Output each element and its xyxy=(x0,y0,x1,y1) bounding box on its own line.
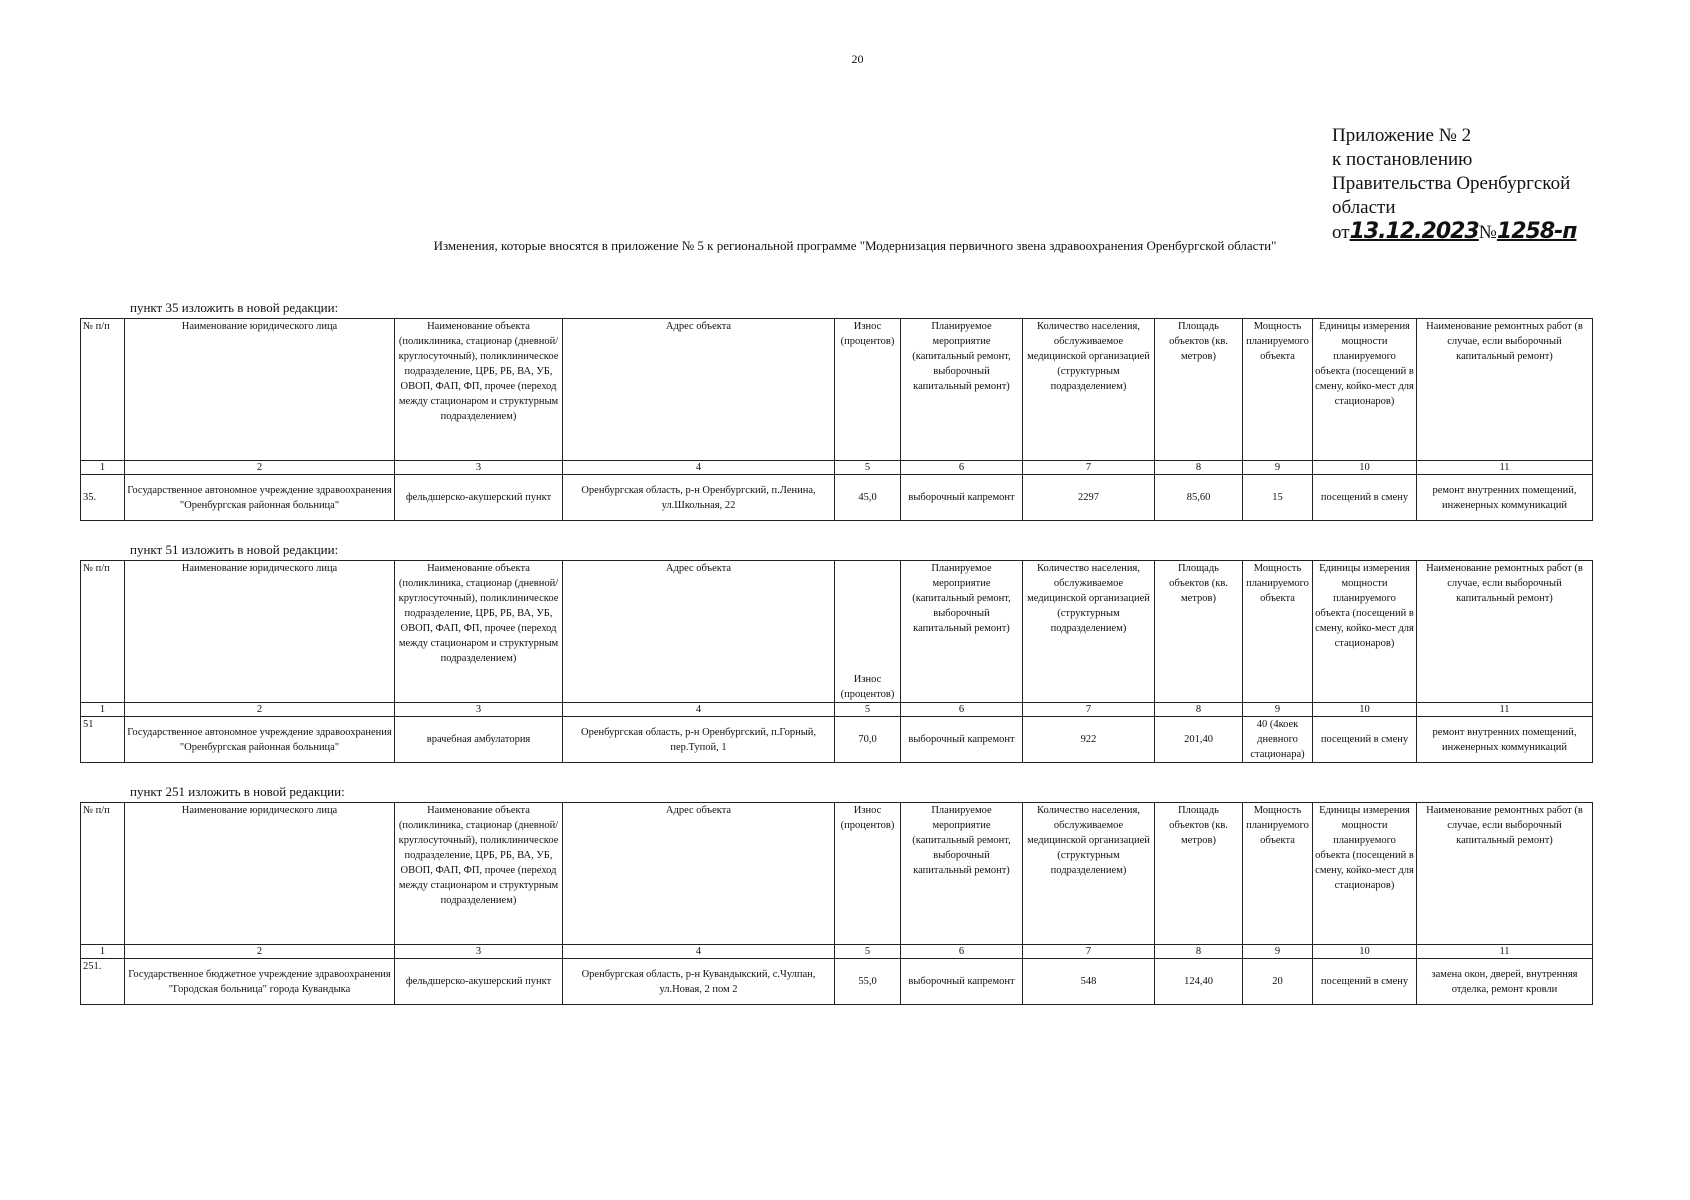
cell-capacity: 20 xyxy=(1243,959,1313,1005)
header-c6: Планируемое мероприятие (капитальный ремонт, выборочный капитальный ремонт) xyxy=(901,803,1023,945)
header-row xyxy=(81,319,1593,461)
colnum-10: 10 xyxy=(1313,461,1417,475)
cell-activity: выборочный капремонт xyxy=(901,959,1023,1005)
appendix-line-3: Правительства Оренбургской xyxy=(1332,173,1571,194)
colnum-5: 5 xyxy=(835,703,901,717)
colnum-4: 4 xyxy=(563,945,835,959)
colnum-5: 5 xyxy=(835,461,901,475)
header-c5: Износ (процентов) xyxy=(835,561,901,703)
colnum-3: 3 xyxy=(395,461,563,475)
cell-works: замена окон, дверей, внутренняя отделка, ремонт кровли xyxy=(1417,959,1593,1005)
header-c7: Количество населения, обслуживаемое медицинской организацией (структурным подразделением) xyxy=(1023,561,1155,703)
handwritten-date: 13.12.2023 xyxy=(1349,219,1479,244)
column-number-row xyxy=(81,945,1593,959)
header-c11: Наименование ремонтных работ (в случае, если выборочный капитальный ремонт) xyxy=(1417,803,1593,945)
cell-object: фельдшерско-акушерский пункт xyxy=(395,475,563,521)
header-c11: Наименование ремонтных работ (в случае, если выборочный капитальный ремонт) xyxy=(1417,561,1593,703)
colnum-6: 6 xyxy=(901,945,1023,959)
colnum-11: 11 xyxy=(1417,461,1593,475)
cell-area: 85,60 xyxy=(1155,475,1243,521)
colnum-11: 11 xyxy=(1417,945,1593,959)
header-c9: Мощность планируемого объекта xyxy=(1243,561,1313,703)
header-c4: Адрес объекта xyxy=(563,561,835,703)
table-row xyxy=(81,717,1593,763)
table-section-251 xyxy=(80,802,1593,1005)
column-number-row xyxy=(81,461,1593,475)
colnum-9: 9 xyxy=(1243,703,1313,717)
header-c2: Наименование юридического лица xyxy=(125,319,395,461)
document-title: Изменения, которые вносятся в приложение № 5 к региональной программе "Модернизация первичного звена здравоохранения Оренбургской области" xyxy=(433,238,1277,253)
colnum-3: 3 xyxy=(395,945,563,959)
header-row xyxy=(81,803,1593,945)
column-number-row xyxy=(81,703,1593,717)
cell-activity: выборочный капремонт xyxy=(901,717,1023,763)
colnum-4: 4 xyxy=(563,461,835,475)
cell-entity: Государственное автономное учреждение здравоохранения "Оренбургская районная больница" xyxy=(125,717,395,763)
cell-address: Оренбургская область, р-н Оренбургский, п.Ленина, ул.Школьная, 22 xyxy=(563,475,835,521)
header-c10: Единицы измерения мощности планируемого объекта (посещений в смену, койко-мест для стационаров) xyxy=(1313,561,1417,703)
cell-num: 51 xyxy=(81,717,125,763)
cell-wear: 70,0 xyxy=(835,717,901,763)
header-c1: № п/п xyxy=(81,561,125,703)
colnum-2: 2 xyxy=(125,461,395,475)
cell-object: врачебная амбулатория xyxy=(395,717,563,763)
table-section-35 xyxy=(80,318,1593,521)
colnum-10: 10 xyxy=(1313,703,1417,717)
table-row xyxy=(81,959,1593,1005)
cell-units: посещений в смену xyxy=(1313,717,1417,763)
colnum-7: 7 xyxy=(1023,461,1155,475)
cell-works: ремонт внутренних помещений, инженерных коммуникаций xyxy=(1417,475,1593,521)
colnum-8: 8 xyxy=(1155,703,1243,717)
header-c8: Площадь объектов (кв. метров) xyxy=(1155,319,1243,461)
from-prefix: от xyxy=(1332,222,1350,243)
table-row xyxy=(81,475,1593,521)
cell-area: 201,40 xyxy=(1155,717,1243,763)
colnum-1: 1 xyxy=(81,703,125,717)
header-c7: Количество населения, обслуживаемое медицинской организацией (структурным подразделением) xyxy=(1023,319,1155,461)
number-prefix: № xyxy=(1478,222,1497,243)
header-c8: Площадь объектов (кв. метров) xyxy=(1155,803,1243,945)
header-c5: Износ (процентов) xyxy=(835,803,901,945)
cell-address: Оренбургская область, р-н Оренбургский, п.Горный, пер.Тупой, 1 xyxy=(563,717,835,763)
colnum-5: 5 xyxy=(835,945,901,959)
appendix-date-line xyxy=(1332,220,1672,245)
header-row xyxy=(81,561,1593,703)
cell-wear: 45,0 xyxy=(835,475,901,521)
cell-units: посещений в смену xyxy=(1313,959,1417,1005)
cell-population: 2297 xyxy=(1023,475,1155,521)
header-c1: № п/п xyxy=(81,319,125,461)
header-c3: Наименование объекта (поликлиника, стационар (дневной/круглосуточный), поликлиническое подразделение, ЦРБ, РБ, ВА, УБ, ОВОП, ФАП, ФП, прочее (переход между стационаром и структурным подразделением) xyxy=(395,803,563,945)
header-c10: Единицы измерения мощности планируемого объекта (посещений в смену, койко-мест для стационаров) xyxy=(1313,803,1417,945)
cell-area: 124,40 xyxy=(1155,959,1243,1005)
table-section-51 xyxy=(80,560,1593,763)
colnum-1: 1 xyxy=(81,945,125,959)
colnum-7: 7 xyxy=(1023,945,1155,959)
header-c3: Наименование объекта (поликлиника, стационар (дневной/круглосуточный), поликлиническое подразделение, ЦРБ, РБ, ВА, УБ, ОВОП, ФАП, ФП, прочее (переход между стационаром и структурным подразделением) xyxy=(395,561,563,703)
colnum-6: 6 xyxy=(901,461,1023,475)
colnum-8: 8 xyxy=(1155,945,1243,959)
section-label-35: пункт 35 изложить в новой редакции: xyxy=(130,300,339,315)
header-c3: Наименование объекта (поликлиника, стационар (дневной/круглосуточный), поликлиническое подразделение, ЦРБ, РБ, ВА, УБ, ОВОП, ФАП, ФП, прочее (переход между стационаром и структурным подразделением) xyxy=(395,319,563,461)
appendix-block xyxy=(1332,124,1672,245)
cell-entity: Государственное автономное учреждение здравоохранения "Оренбургская районная больница" xyxy=(125,475,395,521)
appendix-line-4: области xyxy=(1332,197,1396,218)
colnum-1: 1 xyxy=(81,461,125,475)
cell-entity: Государственное бюджетное учреждение здравоохранения "Городская больница" города Кувандыка xyxy=(125,959,395,1005)
header-c10: Единицы измерения мощности планируемого объекта (посещений в смену, койко-мест для стационаров) xyxy=(1313,319,1417,461)
header-c7: Количество населения, обслуживаемое медицинской организацией (структурным подразделением) xyxy=(1023,803,1155,945)
header-c5: Износ (процентов) xyxy=(835,319,901,461)
header-c6: Планируемое мероприятие (капитальный ремонт, выборочный капитальный ремонт) xyxy=(901,561,1023,703)
header-c6: Планируемое мероприятие (капитальный ремонт, выборочный капитальный ремонт) xyxy=(901,319,1023,461)
handwritten-number: 1258-п xyxy=(1496,219,1577,244)
appendix-line-2: к постановлению xyxy=(1332,149,1473,170)
colnum-9: 9 xyxy=(1243,945,1313,959)
appendix-line-1: Приложение № 2 xyxy=(1332,125,1472,146)
colnum-8: 8 xyxy=(1155,461,1243,475)
cell-units: посещений в смену xyxy=(1313,475,1417,521)
header-c4: Адрес объекта xyxy=(563,319,835,461)
section-label-51: пункт 51 изложить в новой редакции: xyxy=(130,542,339,557)
header-c11: Наименование ремонтных работ (в случае, если выборочный капитальный ремонт) xyxy=(1417,319,1593,461)
cell-capacity: 40 (4коек дневного стационара) xyxy=(1243,717,1313,763)
colnum-7: 7 xyxy=(1023,703,1155,717)
colnum-9: 9 xyxy=(1243,461,1313,475)
cell-num: 35. xyxy=(81,475,125,521)
section-label-251: пункт 251 изложить в новой редакции: xyxy=(130,784,345,799)
cell-address: Оренбургская область, р-н Кувандыкский, с.Чулпан, ул.Новая, 2 пом 2 xyxy=(563,959,835,1005)
header-c1: № п/п xyxy=(81,803,125,945)
cell-num: 251. xyxy=(81,959,125,1005)
header-c8: Площадь объектов (кв. метров) xyxy=(1155,561,1243,703)
colnum-2: 2 xyxy=(125,703,395,717)
header-c9: Мощность планируемого объекта xyxy=(1243,319,1313,461)
cell-population: 922 xyxy=(1023,717,1155,763)
colnum-10: 10 xyxy=(1313,945,1417,959)
colnum-4: 4 xyxy=(563,703,835,717)
colnum-11: 11 xyxy=(1417,703,1593,717)
cell-activity: выборочный капремонт xyxy=(901,475,1023,521)
page-number: 20 xyxy=(851,52,864,66)
colnum-6: 6 xyxy=(901,703,1023,717)
colnum-3: 3 xyxy=(395,703,563,717)
header-c9: Мощность планируемого объекта xyxy=(1243,803,1313,945)
colnum-2: 2 xyxy=(125,945,395,959)
cell-object: фельдшерско-акушерский пункт xyxy=(395,959,563,1005)
cell-works: ремонт внутренних помещений, инженерных коммуникаций xyxy=(1417,717,1593,763)
cell-capacity: 15 xyxy=(1243,475,1313,521)
header-c2: Наименование юридического лица xyxy=(125,561,395,703)
cell-population: 548 xyxy=(1023,959,1155,1005)
header-c4: Адрес объекта xyxy=(563,803,835,945)
header-c2: Наименование юридического лица xyxy=(125,803,395,945)
cell-wear: 55,0 xyxy=(835,959,901,1005)
